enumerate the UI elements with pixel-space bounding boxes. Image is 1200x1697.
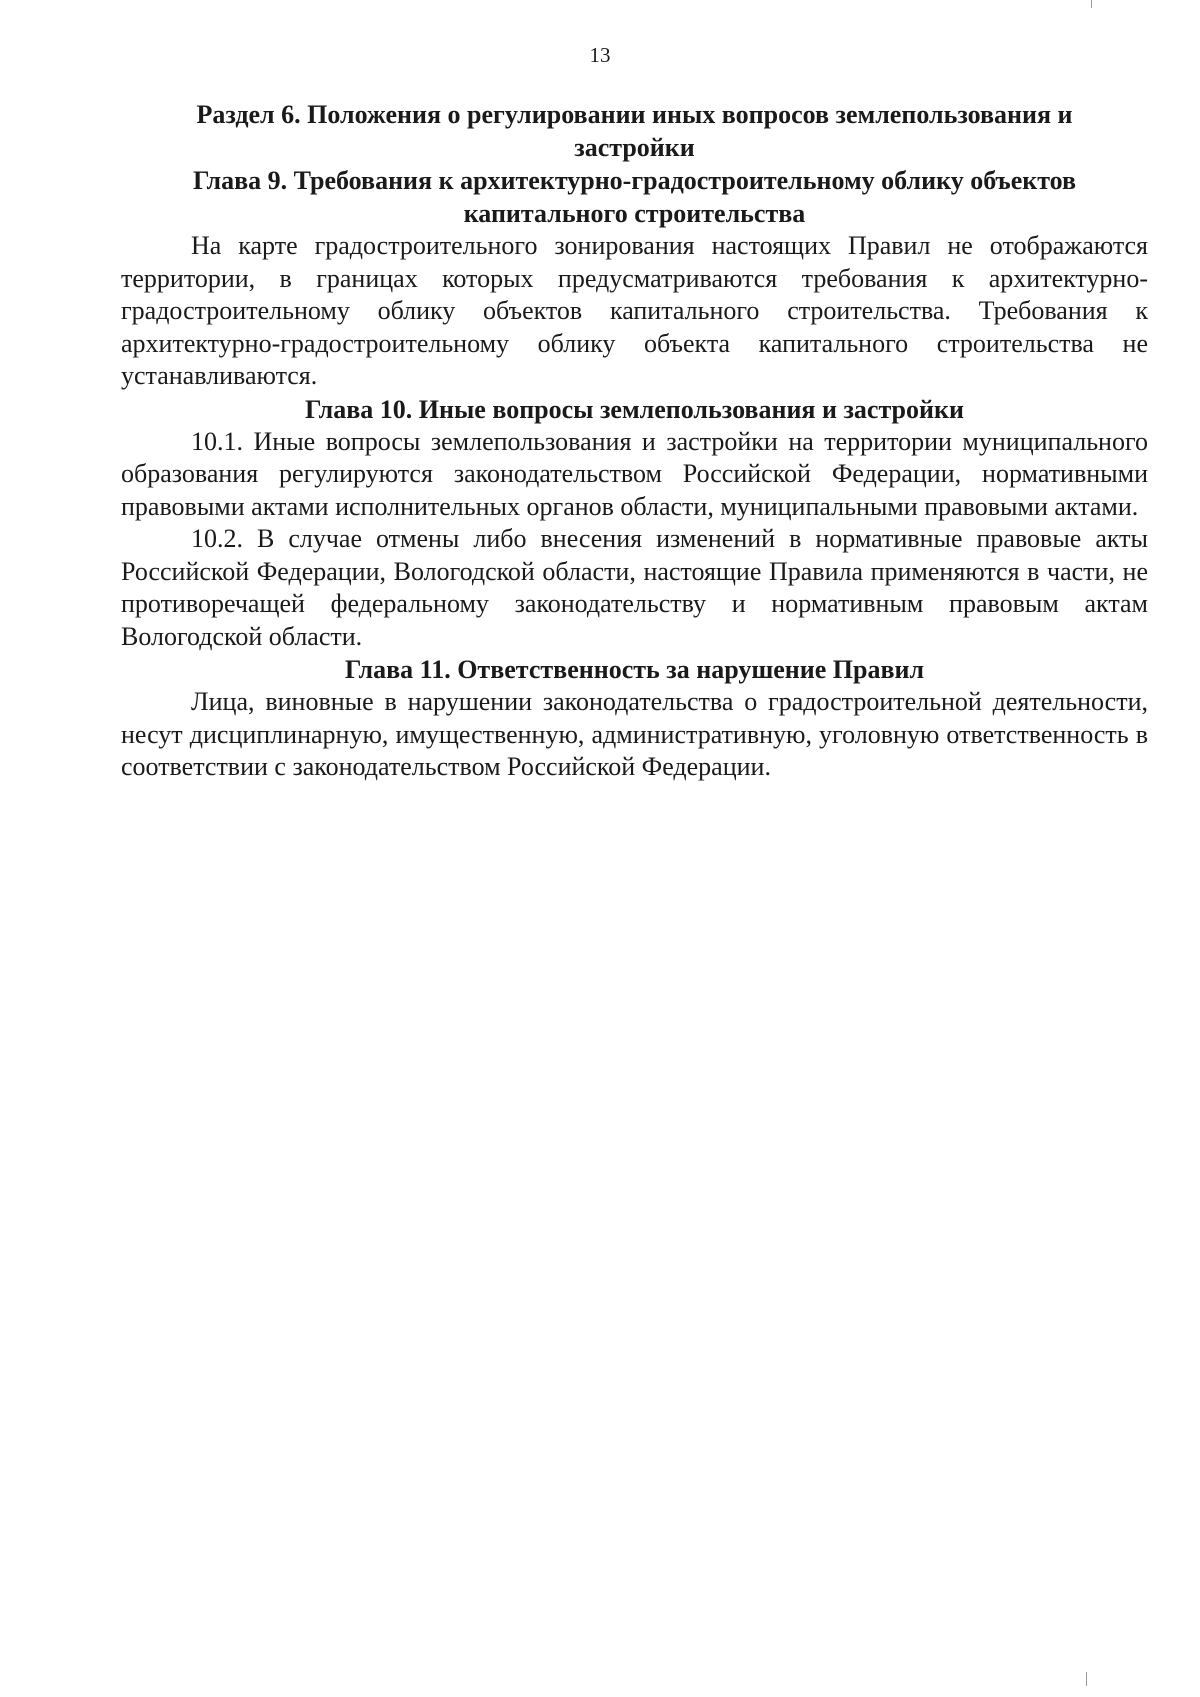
chapter-9-title: Глава 9. Требования к архитектурно-градостроительному облику объектов капитального строительства (192, 166, 1077, 228)
scan-artifact-top-right (1091, 0, 1092, 8)
chapter-11-paragraph: Лица, виновные в нарушении законодательства о градостроительной деятельности, несут дисциплинарную, имущественную, административную, уголовную ответственность в соответствии с законодательством Российской Федерации. (121, 687, 1148, 781)
chapter-10-paragraph-1: 10.1. Иные вопросы землепользования и застройки на территории муниципального образования регулируются законодательством Российской Федерации, нормативными правовыми актами исполнительных органов области, муниципальными правовыми актами. (121, 426, 1148, 521)
chapter-11-title: Глава 11. Ответственность за нарушение Правил (344, 655, 925, 684)
chapter-10-paragraph-2: 10.2. В случае отмены либо внесения изменений в нормативные правовые акты Российской Федерации, Вологодской области, настоящие Правила применяются в части, не противоречащей федеральному законодательству и нормативным правовым актам Вологодской области. (121, 524, 1148, 651)
page-number: 13 (589, 43, 611, 67)
chapter-9-paragraph: На карте градостроительного зонирования настоящих Правил не отображаются территории, в границах которых предусматриваются требования к архитектурно-градостроительному облику объектов капитального строительства. Требования к архитектурно-градостроительному облику объекта капитального строительства не устанавливаются. (121, 231, 1148, 390)
chapter-10-title: Глава 10. Иные вопросы землепользования и застройки (305, 394, 964, 424)
scan-artifact-bottom-right (1086, 1672, 1087, 1686)
page-content (121, 98, 1148, 784)
section-title: Раздел 6. Положения о регулировании иных вопросов землепользования и застройки (196, 100, 1073, 162)
